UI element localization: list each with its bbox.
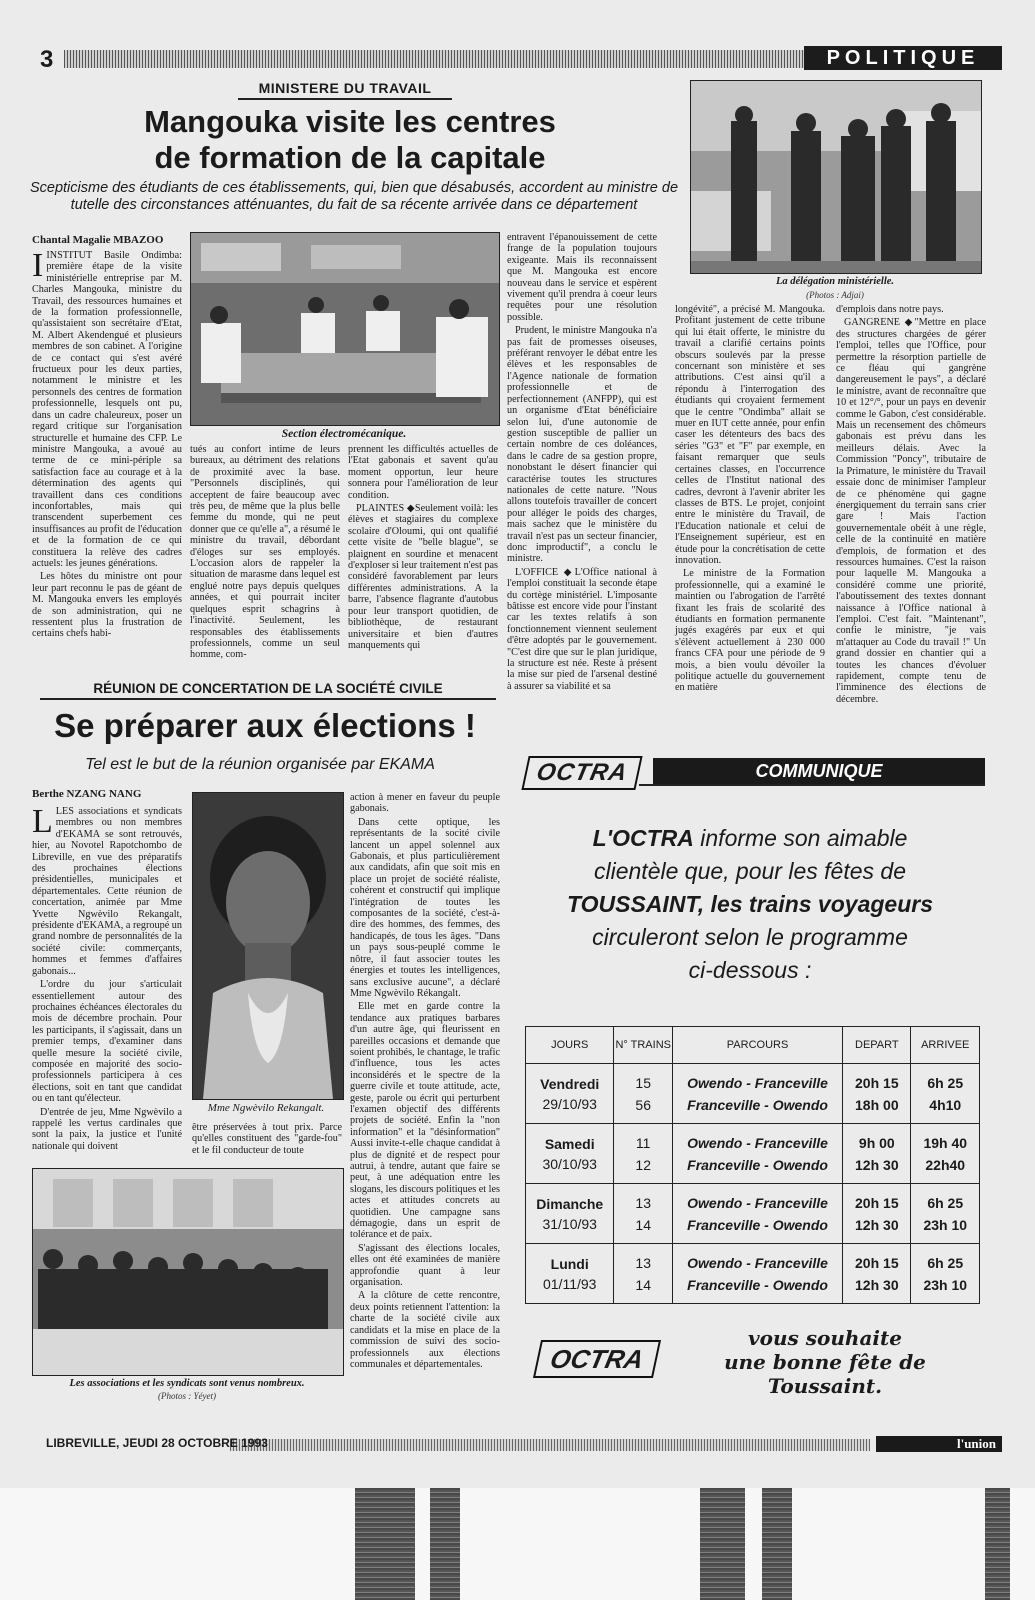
- octra-advert: [515, 740, 985, 1416]
- article1-column-1: IINSTITUT Basile Ondimba: première étape de la visite ministérielle entreprise par M. Charles Mangouka, ministre du Travail, des ressources humaines et de la formation professionnelle, qu'assistaient son secrétaire d'Etat, M. Albert Akendengué et plusieurs membres de son cabinet. A l'origine de ce contact qui s'est avéré fructueux pour les deux parties, notamment le ministre et les personnels des centres de formation professionnelle, lesquels ont pu, dans un cadre chaleureux, poser un regard critique sur l'organisation structurelle et humaine des CFP. Le ministre Mangouka, a avoué au terme de ce mini-périple sa satisfaction face au courage et à la détermination des agents qui travaillent dans ces conditions inconfortables, mais qui transcendent superbement ces insuffisances au profit de l'éducation et de la formation de ce qui constituera la relève des cadres actuels: les jeunes générations. Les hôtes du ministre ont pour leur part reconnu le pas de géant de M. Mangouka envers les employés de son administration, qui ne ressentent plus la frustration de certains chefs habi-: [32, 247, 182, 640]
- delegation-caption: La délégation ministérielle.: [775, 276, 895, 287]
- crowd-image: [33, 1169, 343, 1375]
- lab-photo: [190, 232, 500, 426]
- article1-column-3: prennent les difficultés actuelles de l'Etat gabonais et savent qu'au moment opportun, leur heure sonnera pour l'amélioration de leur condition. PLAINTES ◆Seulement voilà: les élèves et stagiaires du complexe scolaire d'Oloumi, qui ont qualifié cette visite de "belle blague", se plaignent en sourdine et menacent d'exploser si leur traitement n'est pas considéré favorablement par leurs différentes administrations. A la barre, l'absence flagrante d'autobus pour leur transport quotidien, de bibliothèque, de restaurant universitaire et bien d'autres manquements qui: [348, 444, 498, 651]
- article1-byline: Chantal Magalie MBAZOO: [32, 234, 164, 246]
- portrait-image: [193, 793, 343, 1099]
- article2-column-2: être préservées à tout prix. Parce qu'elles constituent des "garde-fou" et le fil conducteur de toute: [192, 1122, 342, 1156]
- table-row: Vendredi 29/10/93 15 56 Owendo - Franceville Franceville - Owendo 20h 15 18h 00 6h 25 4h10: [526, 1064, 980, 1124]
- scan-stripe: [355, 1488, 415, 1600]
- lab-caption: Section électromécanique.: [281, 428, 407, 440]
- delegation-photo: [690, 80, 982, 274]
- footer-rule: [230, 1439, 870, 1451]
- article1-column-6: d'emplois dans notre pays. GANGRENE ◆"Mettre en place des structures chargées de gérer l'emploi, telles que l'Office, pour permettre la résorption partielle de ce fléau qui gangrène dangereusement le pays", a déclaré le ministre, avant de reconnaître que 10 et 12°/°, pour un pays en devenir comme le Gabon, c'est considérable. Mais un recensement des chômeurs gabonais est prévu dans les meilleurs délais. Avec la Commission "Poncy", tributaire de la Primature, le ministère du Travail essaie donc de minimiser l'ampleur de ce phénomène qui gagne énergiquement du terrain sans crier gare ! Mais l'action gouvernementale obéit à une règle, celle de la continuité en matière d'emplois, de formation et des ressources humaines. C'est la raison pour laquelle M. Mangouka a considéré comme une priorité, l'aboutissement des textes donnant naissance à l'Office national à l'emploi. C'est fait. "Maintenant", confie le ministre, "je vais m'attaquer au Code du travail !" Un grand dossier en chantier qui a toutes les chances d'évoluer rapidement, compte tenu de l'imminence des élections de décembre.: [836, 304, 986, 705]
- crowd-caption: Les associations et les syndicats sont venus nombreux.: [69, 1378, 305, 1389]
- scan-stripe: [700, 1488, 745, 1600]
- scan-margin: [0, 1488, 1035, 1600]
- headline-line2: de formation de la capitale: [154, 140, 546, 175]
- lab-photo-image: [191, 233, 499, 425]
- footer-masthead: l'union: [876, 1436, 1002, 1452]
- headline-line1: Mangouka visite les centres: [144, 104, 556, 139]
- communique-banner: COMMUNIQUE: [653, 758, 985, 784]
- page-footer: [40, 1436, 1002, 1454]
- octra-footer-logo: OCTRA: [533, 1340, 661, 1378]
- scan-stripe: [430, 1488, 460, 1600]
- delegation-photo-image: [691, 81, 981, 273]
- section-label: POLITIQUE: [804, 46, 1002, 70]
- portrait-caption: Mme Ngwèvilo Rekangalt.: [207, 1102, 325, 1114]
- kicker-underline: [238, 98, 452, 100]
- table-row: Lundi 01/11/93 13 14 Owendo - Franceville Franceville - Owendo 20h 15 12h 30 6h 25 23h 10: [526, 1244, 980, 1304]
- footer-dateline: LIBREVILLE, JEUDI 28 OCTOBRE 1993: [46, 1436, 268, 1450]
- article2-byline: Berthe NZANG NANG: [32, 788, 142, 800]
- ad-greeting: vous souhaite une bonne fête de Toussaint.: [724, 1326, 926, 1398]
- crowd-photo: [32, 1168, 344, 1376]
- ad-top-rule: [639, 784, 985, 786]
- article2-column-3: action à mener en faveur du peuple gabonais. Dans cette optique, les représentants de la socité civile lancent un appel solennel aux Gabonais, et plus particulièrement aux candidats, afin que soit mis en place un projet de société réaliste, cohérent et constructif qui implique l'intégration de toutes les composantes de la société, c'est-à-dire des hommes, des femmes, des handicapés, de tous les âges. "Dans un pays sous-peuplé comme le nôtre, il faut associer toutes les énergies et toutes les intelligences, sans exclusive aucune", a déclaré Mme Ngwèvilo Rékangalt. Elle met en garde contre la tendance aux pratiques barbares d'un autre âge, qui fleurissent en pareilles occasions et demande que soient prohibés, le chantage, le trafic d'influence, tous les actes inconsidérés et le spectre de la guerre civile et toute attitude, acte, geste, parole ou écrit qui perturbent l'examen objectif des différents projets de société. Enfin la "non information" et la "désinformation" Aussi invite-t-elle chaque candidat à plus de dignité et de respect pour autrui, à tendre, autant que faire se peut, à une adéquation entre les slogans, les discours politiques et les actes et attitudes concrets au quotidien. Une campagne sans démagogie, dans un esprit de tolérance et de paix. S'agissant des élections locales, elles ont été examinées de manière approfondie quant à leur organisation. A la clôture de cette rencontre, deux points retiennent l'attention: la charte de la société civile aux candidats et la mise en place de la commission de suivi des socio-professionnels aux élections communales et départementales.: [350, 792, 500, 1370]
- portrait-photo: [192, 792, 344, 1100]
- article2-kicker: RÉUNION DE CONCERTATION DE LA SOCIÉTÉ CIVILE: [93, 681, 443, 696]
- article1-kicker: MINISTERE DU TRAVAIL: [258, 80, 432, 96]
- article2-headline: Se préparer aux élections !: [54, 707, 476, 744]
- article1-column-4: entravent l'épanouissement de cette frange de la population toujours exigeante. Mais ils reconnaissent que M. Mangouka est encore nouveau dans le service et espèrent vivement qu'il prendra à coeur leurs requêtes pour une résolution possible. Prudent, le ministre Mangouka n'a pas fait de promesses oiseuses, préférant renvoyer le débat entre les élèves et les responsables de l'Agence nationale de formation professionnelle et de perfectionnement (ANFPP), qui est un organisme d'Etat bénéficiaire selon lui, d'une autonomie de gestion susceptible de pallier un certain nombre de ces doléances, dans le cadre de sa gestion propre, nonobstant le désert financier qui caractérise toutes les structures nationales de cette nature. "Nous allons toutefois travailler de concert pour alléger le poids des charges, mais sachez que le ministère du travail n'est pas un secteur financier, donc improductif", a conclu le ministre. L'OFFICE ◆L'Office national à l'emploi constituait la seconde étape du cortège ministériel. L'imposante bâtisse est encore vide pour l'instant car les textes relatifs à son fonctionnement viennent seulement d'être adoptés par le gouvernement. "C'est dire que sur le plan juridique, la structure est née. Reste à présent la mise sur pied de l'arsenal destiné à assurer sa viabilité et sa: [507, 232, 657, 692]
- table-row: Samedi 30/10/93 11 12 Owendo - Franceville Franceville - Owendo 9h 00 12h 30 19h 40 22h40: [526, 1124, 980, 1184]
- crowd-credit: (Photos : Yéyet): [158, 1391, 216, 1401]
- scan-stripe: [762, 1488, 792, 1600]
- page-number: 3: [40, 46, 54, 73]
- article2-column-1: LLES associations et syndicats membres ou non membres d'EKAMA se sont retrouvés, hier, au Novotel Rapotchombo de Libreville, en vue des préparatifs des prochaines élections présidentielles, municipales et départementales. Cette réunion de concertation, animée par Mme Yvette Ngwèvilo Rekangalt, présidente d'EKAMA, a regroupé un grand nombre de personnalités de la société civile: commerçants, hommes et femmes d'affaires gabonais... L'ordre du jour s'articulait essentiellement autour des prochaines échéances électorales du mois de décembre prochain. Pour les participants, il s'agissait, dans un premier temps, d'examiner dans quelle mesure la société civile, composée en majorité des socio-professionnels participera à ces élections, soit en tant que candidat ou en tant qu'électeur. D'entrée de jeu, Mme Ngwèvilo a rappelé les vertus cardinales que sont la paix, la justice et l'unité nationale qui doivent: [32, 803, 182, 1152]
- train-schedule-table: [525, 1026, 980, 1304]
- scan-stripe: [985, 1488, 1010, 1600]
- table-row: Dimanche 31/10/93 13 14 Owendo - Franceville Franceville - Owendo 20h 15 12h 30 6h 25 23h 10: [526, 1184, 980, 1244]
- page-header: [40, 46, 1002, 72]
- article1-column-5: longévité", a précisé M. Mangouka. Profitant justement de cette tribune qui lui était offerte, le ministre du travail a clarifié certains points obscurs soulevés par la presse concernant son ministère et ses attributions. C'est ainsi qu'il a répondu à l'interrogation des étudiants qui croyaient fermement que le centre "Ondimba" allait se muer en IUT cette année, pour enfin caser les détenteurs des bacs des séries "G3" et "F" par exemple, en faisant remarquer que seuls certaines classes, en l'occurrence celles de l'Institut national des cadres, devront à l'avenir abriter les classes de BTS. Le projet, conjoint entre le ministère du Travail, de l'Education nationale et celui de l'Enseignement supérieur, est en étude pour la concrétisation de cette innovation. Le ministre de la Formation professionnelle, qui a examiné le maintien ou l'abrogation de l'arrêté fixant les frais de scolarité des étudiants en formation permanente jugés exagérés par eux et qui s'élèvent actuellement à 230 000 francs CFA pour une période de 9 mois, a bien voulu dévoiler la politique actuelle du gouvernement en matière: [675, 304, 825, 694]
- article1-deck: Scepticisme des étudiants de ces établissements, qui, bien que désabusés, accordent au ministre de tutelle des circonstances atténuantes, du fait de sa récente arrivée dans ce département: [29, 180, 679, 213]
- article2-deck: Tel est le but de la réunion organisée par EKAMA: [85, 756, 435, 773]
- article1-headline: [40, 104, 660, 176]
- delegation-credit: (Photos : Adjai): [806, 290, 864, 300]
- article2-kicker-rule: [40, 698, 496, 700]
- ad-message: L'OCTRA informe son aimable clientèle que, pour les fêtes de TOUSSAINT, les trains voyageurs circuleront selon le programme ci-dessous :: [567, 825, 933, 983]
- header-rule: [64, 50, 804, 68]
- octra-logo: OCTRA: [521, 756, 642, 790]
- article1-column-2: tués au confort intime de leurs bureaux, au détriment des relations de proximité avec la base. "Personnels disciplinés, qui acceptent de faire beaucoup avec très peu, de même que la plus belle femme du monde, qui ne peut donner que ce qu'elle a", a résumé le ministre du travail, débordant d'éloges sur ses employés. L'occasion alors de rappeler la situation de marasme dans lequel est englué notre pays depuis quelques années, et qui pourrait inciter quelques esprit schagrins à l'inactivité. Seulement, les responsables des établissements professionnels, comme un seul homme, com-: [190, 444, 340, 661]
- table-header-row: JOURS N° TRAINS PARCOURS DEPART ARRIVEE: [526, 1027, 980, 1064]
